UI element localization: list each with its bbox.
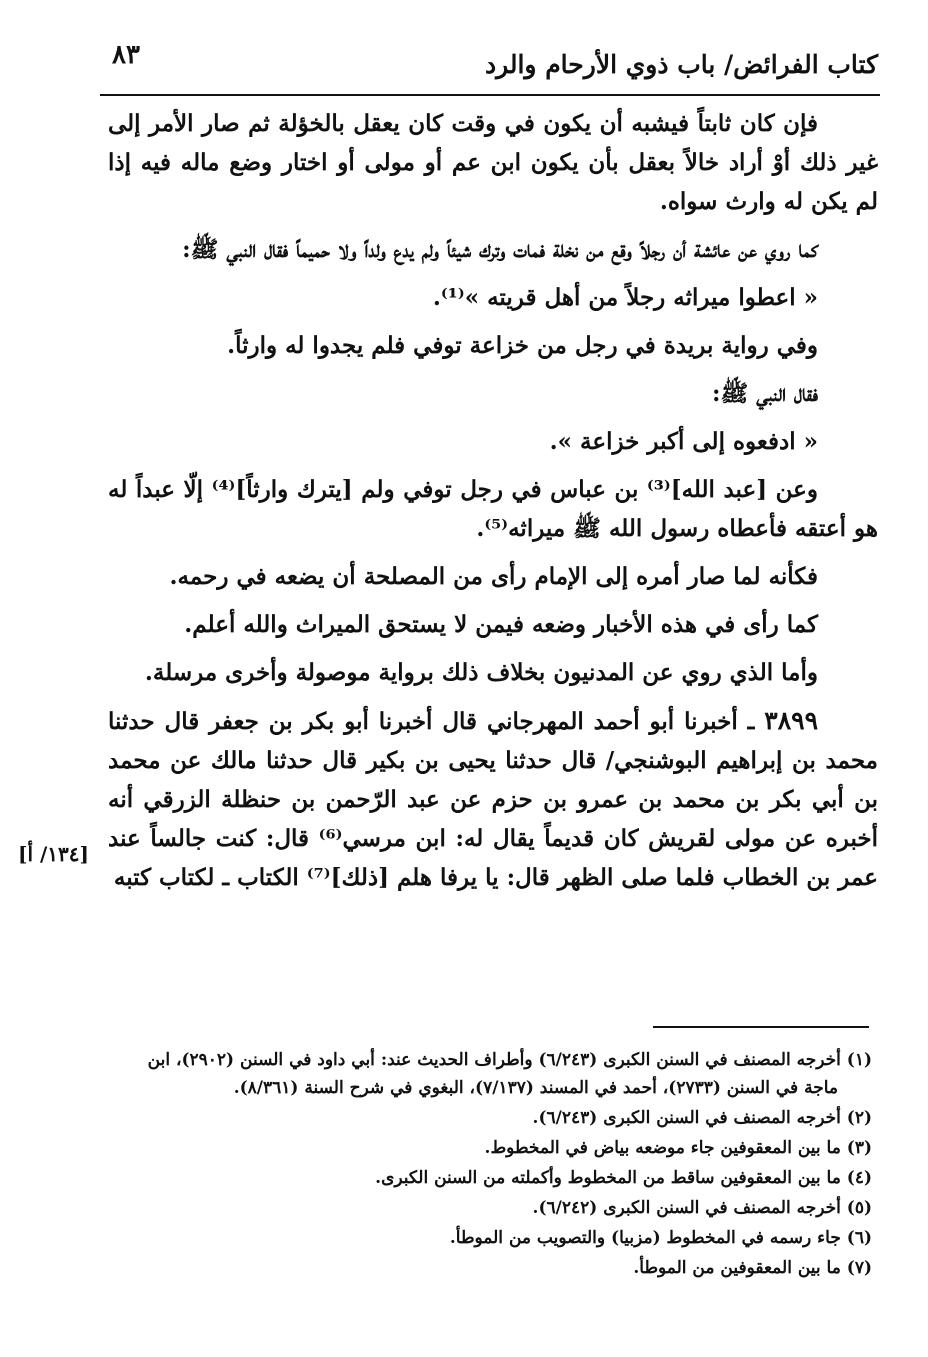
footnote-divider [653,1026,869,1028]
header-divider [100,94,880,96]
main-text [108,104,878,906]
page-header [100,36,880,92]
paragraph: وفي رواية بريدة في رجل من خزاعة توفي فلم يجدوا له وارثاً. [227,332,818,359]
running-title: كتاب الفرائض/ باب ذوي الأرحام والرد [484,50,878,79]
footnote: (٤) ما بين المعقوفين ساقط من المخطوط وأكملته من السنن الكبرى. [375,1168,872,1188]
paragraph: كما روي عن عائشة أن رجلاً وقع من نخلة فمات وترك شيئاً ولم يدع ولداً ولا حميماً فقال النبي ﷺ: [182,236,818,263]
paragraph: فكأنه لما صار أمره إلى الإمام رأى من المصلحة أن يضعه في رحمه. [169,563,818,590]
hadith-number: ٣٨٩٩ [764,706,818,735]
paragraph: كما رأى في هذه الأخبار وضعه فيمن لا يستحق الميراث والله أعلم. [184,611,818,638]
paragraph: « ادفعوه إلى أكبر خزاعة ». [549,428,818,455]
paragraph: فقال النبي ﷺ: [711,380,818,407]
footnote: (٣) ما بين المعقوفين جاء موضعه بياض في المخطوط. [484,1138,872,1158]
paragraph: وأما الذي روي عن المدنيون بخلاف ذلك برواية موصولة وأخرى مرسلة. [144,659,818,686]
hadith-text: ـ أخبرنا أبو أحمد المهرجاني قال أخبرنا أبو بكر بن جعفر قال حدثنا محمد بن إبراهيم البوشنجي/ قال حدثنا يحيى بن بكير قال حدثنا مالك عن محمد بن أبي بكر بن محمد بن عمرو بن حزم عن عبد الرّحمن بن حنظلة الزرقي أنه أخبره عن مولى لقريش كان قديماً يقال له: ابن مرسي⁽⁶⁾ قال: كنت جالساً عند عمر بن الخطاب فلما صلى الظهر قال: يا يرفا هلم [ذلك]⁽⁷⁾ الكتاب ـ لكتاب كتبه [108,708,878,891]
footnote: (٦) جاء رسمه في المخطوط (مزبيا) والتصويب من الموطأ. [449,1228,872,1248]
paragraph: وعن [عبد الله]⁽³⁾ بن عباس في رجل توفي ولم [يترك وارثاً]⁽⁴⁾ إلّا عبداً له هو أعتقه فأعطاه رسول الله ﷺ ميراثه⁽⁵⁾. [108,476,878,542]
page-number: ٨٣ [112,40,140,70]
footnote: (٥) أخرجه المصنف في السنن الكبرى (٦/٢٤٢). [532,1198,872,1218]
footnote: (٧) ما بين المعقوفين من الموطأ. [633,1258,872,1278]
paragraph: « اعطوا ميراثه رجلاً من أهل قريته »⁽¹⁾. [432,284,818,311]
footnote: (١) أخرجه المصنف في السنن الكبرى (٦/٢٤٣) وأطراف الحديث عند: أبي داود في السنن (٢٩٠٢)، ابن ماجة في السنن (٢٧٣٣)، أحمد في المسند (٧/١٣٧)، البغوي في شرح السنة (٨/٣٦١). [147,1050,872,1098]
manuscript-folio-note: [١٣٤/ أ] [18,842,89,866]
paragraph: فإن كان ثابتاً فيشبه أن يكون في وقت كان يعقل بالخؤلة ثم صار الأمر إلى غير ذلك أوْ أراد خالاً بعقل بأن يكون ابن عم أو مولى أو اختار وضع ماله فيه إذا لم يكن له وارث سواه. [108,110,879,215]
footnote: (٢) أخرجه المصنف في السنن الكبرى (٦/٢٤٣). [532,1108,872,1128]
hadith-paragraph [108,701,878,897]
footnotes [120,1046,872,1284]
